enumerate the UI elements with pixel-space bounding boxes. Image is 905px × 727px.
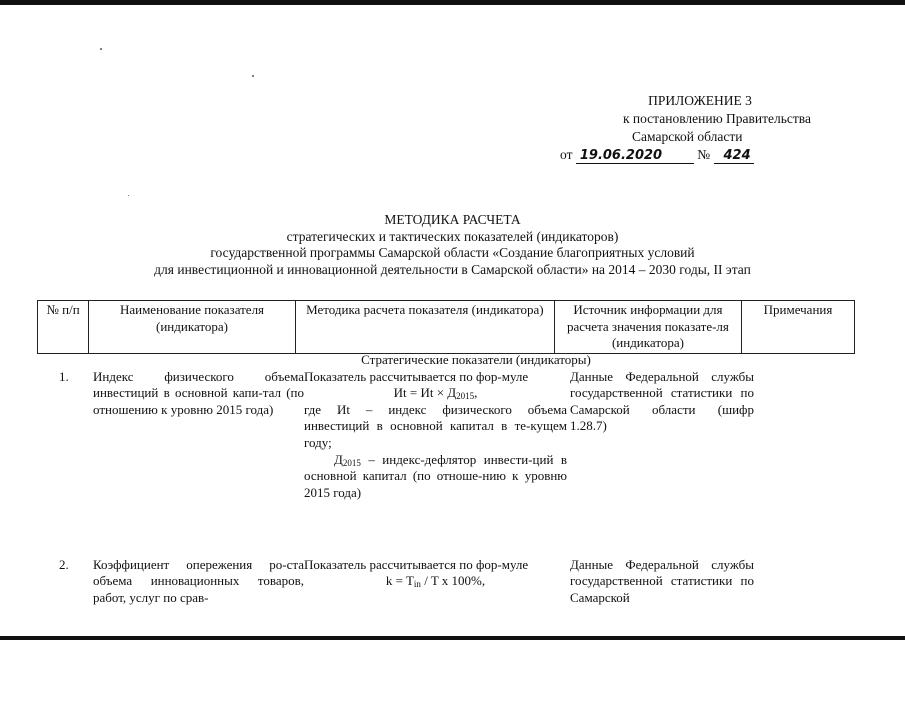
source-cell: Данные Федеральной службы государственной статистики по Самарской области (шифр 1.28.7) [570, 368, 754, 434]
header-notes: Примечания [741, 301, 854, 354]
number-field [714, 148, 754, 164]
heading-line-4: для инвестиционной и инновационной деятельности в Самарской области» на 2014 – 2030 годы, II этап [154, 261, 751, 277]
section-title: Стратегические показатели (индикаторы) [361, 352, 591, 367]
date-prefix: от [560, 147, 573, 162]
heading-line-3: государственной программы Самарской области «Создание благоприятных условий [210, 245, 695, 260]
indicator-name: Индекс физического объема инвестиций в основной капи-тал (по отношению к уровню 2015 года) [93, 368, 304, 417]
deflator-subscript: 2015 [342, 457, 361, 468]
table-row [37, 557, 855, 727]
deflator-description: – индекс-дефлятор инвести-ций в основной капитал (по отноше-нию к уровню 2015 года) [304, 451, 567, 500]
appendix-title: ПРИЛОЖЕНИЕ 3 [648, 93, 752, 108]
header-indicator-name: Наименование показателя (индикатора) [89, 301, 296, 354]
document-heading [0, 212, 905, 278]
source-cell: Данные Федеральной службы государственной статистики по Самарской [570, 556, 754, 605]
formula [304, 573, 567, 590]
where-text: где Иt – индекс физического объема инвестиций в основной капитал в те-кущем году; [304, 401, 567, 450]
formula-rhs: / T x 100%, [420, 573, 486, 589]
header-source: Источник информации для расчета значения показате-ля (индикатора) [554, 301, 741, 354]
heading-title: МЕТОДИКА РАСЧЕТА [384, 212, 521, 227]
number-prefix: № [697, 147, 711, 162]
date-field [576, 148, 694, 164]
header-method: Методика расчета показателя (индикатора) [295, 301, 554, 354]
top-scan-border [0, 0, 905, 5]
indicator-table-header [37, 300, 855, 354]
indicator-table-body [37, 352, 855, 709]
formula-subscript: 2015 [456, 391, 475, 402]
formula-tail: , [474, 385, 478, 401]
method-intro: Показатель рассчитывается по фор-муле [304, 368, 529, 384]
row-number: 1. [59, 368, 69, 384]
handwritten-number: 424 [723, 148, 751, 163]
method-intro: Показатель рассчитывается по фор-муле [304, 556, 529, 572]
heading-line-2: стратегических и тактических показателей (индикаторов) [286, 228, 619, 244]
deflator-text [304, 452, 567, 502]
appendix-subtitle: к постановлению Правительства [622, 111, 811, 126]
scan-speck [128, 195, 129, 196]
deflator-symbol: Д [334, 451, 343, 467]
method-cell [304, 369, 567, 502]
formula [304, 385, 567, 402]
handwritten-date: 19.06.2020 [579, 148, 663, 163]
method-cell [304, 557, 567, 590]
table-row [37, 369, 855, 539]
indicator-name: Коэффициент опережения ро-ста объема инновационных товаров, работ, услуг по срав- [93, 556, 304, 605]
appendix-region: Самарской области [632, 129, 743, 144]
header-number: № п/п [38, 301, 89, 354]
formula-lhs: k = T [385, 573, 414, 589]
formula-main: Иt = Иt × Д [393, 385, 457, 401]
scan-speck [100, 48, 102, 50]
appendix-date-number [560, 146, 754, 164]
row-number: 2. [59, 556, 69, 572]
formula-subscript: in [413, 579, 421, 590]
scan-speck [252, 75, 254, 77]
